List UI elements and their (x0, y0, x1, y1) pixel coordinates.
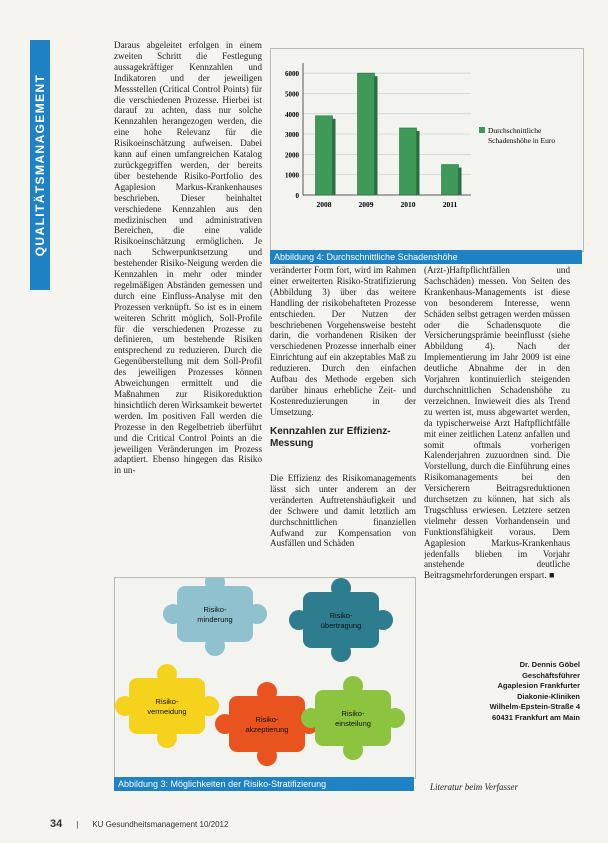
puzzle-tab (205, 636, 225, 656)
puzzle-piece (301, 676, 405, 760)
puzzle-tab (289, 610, 309, 630)
y-tick-label: 2000 (285, 151, 299, 160)
col2-text: veränderter Form fort, wird im Rahmen einer erweiterten Risiko-Stratifizierung (Abbildung 3) über das weitere Handling der risikobehafteten Prozesse entschieden. Der Nutzen der beschriebenen Vorgehensweise besteht darin, die vorhandenen Risiken der verschiedenen Prozesse innerhalb einer Einrichtung auf ein akzeptables Maß zu reduzieren. Durch den einfachen Aufbau des Methode ergeben sich darüber hinaus erhebliche Zeit- und Kostenreduzierungen in der Umsetzung. (270, 265, 416, 417)
puzzle-tab (115, 696, 135, 716)
x-tick-label: 2009 (358, 200, 374, 209)
body-column-2b (270, 473, 416, 565)
puzzle-piece-body (315, 690, 391, 746)
col1-text: Daraus abgeleitet erfolgen in einem zweiten Schritt die Festlegung aussagekräftiger Kennzahlen und Indikatoren und der jeweiligen Messstellen (Critical Control Points) für die verschiedenen Prozesse. Hierbei ist darauf zu achten, dass nur solche Kennzahlen herangezogen werden, die eine hohe Relevanz für die Risikoeinschätzung aufweisen. Dabei kann auf einen umfangreichen Katalog zurückgegriffen werden, der bereits über bestehende Risiko-Portfolio des Agaplesion Markus-Krankenhauses beschrieben. Dieser beinhaltet verschiedene Kennzahlen aus den medizinischen und administrativen Bereichen, die eine valide Risikoeinschätzung ermöglichen. Je nach Schwerpunktsetzung und bestehender Risiko-Neigung werden die Kennzahlen in mehr oder minder regelmäßigen Abständen gemessen und durch eine Einfluss-Analyse mit den Prozessen verknüpft. So ist es in einem weiteren Schritt möglich, Soll-Profile für die verschiedenen Prozesse zu definieren, um bestehende Risiken entsprechend zu reduzieren. Durch die Gegenüberstellung mit dem Soll-Profil des jeweiligen Prozesses können Abweichungen ermittelt und die Maßnahmen zur Risikoreduktion hinsichtlich deren Wirksamkeit bewertet werden. Im positiven Fall werden die Prozesse in den Regelbetrieb überführt und die Critical Control Points an die jeweiligen Veränderungen im Prozess adaptiert. Ebenso hingegen das Risiko in un- (114, 40, 262, 476)
bar-chart (270, 48, 584, 252)
figure-4-caption: Abbildung 4: Durchschnittliche Schadenshöhe (270, 250, 582, 264)
puzzle-tab (157, 728, 177, 748)
puzzle-label: übertragung (320, 621, 362, 630)
puzzle-tab (257, 746, 277, 766)
y-tick-label: 1000 (285, 171, 299, 180)
puzzle-piece-body (129, 678, 205, 734)
puzzle-tab (373, 610, 393, 630)
x-tick-label: 2010 (400, 200, 416, 209)
author-line: Dr. Dennis Göbel (519, 660, 580, 669)
x-tick-label: 2011 (442, 200, 458, 209)
figure-3-caption: Abbildung 3: Möglichkeiten der Risiko-Stratifizierung (114, 777, 414, 791)
bar (358, 73, 375, 195)
legend-label: Schadenshöhe in Euro (488, 136, 556, 145)
puzzle-tab (301, 708, 321, 728)
y-tick-label: 4000 (285, 110, 299, 119)
puzzle-tab (343, 676, 363, 696)
puzzle-tab (257, 682, 277, 702)
literature-note: Literatur beim Verfasser (430, 782, 519, 792)
author-line: Diakonie-Kliniken (517, 691, 580, 701)
puzzle-label: Risiko- (341, 709, 365, 718)
puzzle-svg (115, 578, 415, 778)
puzzle-tab (215, 714, 235, 734)
x-tick-label: 2008 (316, 200, 332, 209)
bar (400, 128, 417, 195)
puzzle-tab (199, 696, 219, 716)
puzzle-label: Risiko- (329, 611, 353, 620)
author-block (430, 660, 580, 724)
puzzle-figure (114, 577, 416, 779)
puzzle-tab (331, 578, 351, 598)
journal-name: KU Gesundheitsmanagement 10/2012 (92, 820, 229, 829)
y-tick-label: 0 (295, 192, 299, 200)
puzzle-piece (115, 664, 219, 748)
footer-separator: | (76, 820, 79, 829)
bar-shadow (375, 76, 378, 195)
bar (316, 116, 333, 195)
puzzle-label: Risiko- (155, 697, 179, 706)
puzzle-label: minderung (197, 615, 233, 624)
y-tick-label: 3000 (285, 131, 299, 140)
puzzle-piece-body (229, 696, 305, 752)
body-column-2 (270, 265, 416, 420)
section-label: QUALITÄTSMANAGEMENT (33, 73, 47, 257)
puzzle-label: Risiko- (203, 605, 227, 614)
bar-shadow (333, 119, 336, 195)
author-line: Geschäftsführer (522, 670, 580, 680)
page-footer (50, 818, 228, 830)
puzzle-label: einsteilung (335, 719, 371, 728)
puzzle-piece-body (177, 586, 253, 642)
puzzle-piece (163, 578, 267, 656)
y-tick-label: 5000 (285, 90, 299, 99)
bar-shadow (417, 131, 420, 195)
col3-text: (Arzt-)Haftpflichtfällen und Sachschäden) messen. Von Seiten des Krankenhaus-Managements ist diese von besonderem Interesse, wenn Schäden selbst getragen werden müssen oder die Schadensquote die Versicherungsprämie beeinflusst (siehe Abbildung 4). Nach der Implementierung im Jahr 2009 ist eine deutliche Abnahme der in den Vorjahren kontinuierlich steigenden durchschnittlichen Schadenshöhe zu verzeichnen. Inwieweit dies als Trend zu werten ist, muss abgewartet werden, da typischerweise Arzt Haftpflichtfälle mit einer zeitlichen Latenz anfallen und somit oftmals vorherigen Kalenderjahren zuzuordnen sind. Die Vorstellung, durch die Einführung eines Risikomanagements bei den Versicherern Beitragsreduktionen durchsetzen zu können, hat sich als Trugschluss erwiesen. Letztere setzen vielmehr dessen Vorhandensein und Funktionsfähigkeit voraus. Dem Agaplesion Markus-Krankenhaus jedenfalls blieben im Vorjahr anstehende deutliche Beitragsmehrforderungen erspart. ■ (424, 265, 570, 581)
bar-shadow (459, 168, 462, 195)
author-line: 60431 Frankfurt am Main (492, 712, 580, 722)
bar-chart-svg (271, 49, 583, 251)
puzzle-tab (163, 604, 183, 624)
puzzle-tab (343, 740, 363, 760)
body-column-3 (424, 265, 570, 650)
bar (442, 165, 459, 195)
col2b-text: Die Effizienz des Risikomanagements lässt sich unter anderem an der veränderten Auftretenshäufigkeit und der Schwere und damit letztlich am durchschnittlichen finanziellen Aufwand zur Kompensation von Ausfällen und Schäden (270, 473, 416, 549)
section-heading: Kennzahlen zur Effizienz-Messung (270, 426, 391, 449)
body-column-1 (114, 40, 262, 505)
puzzle-tab (385, 708, 405, 728)
puzzle-tab (331, 642, 351, 662)
puzzle-label: Risiko- (255, 715, 279, 724)
puzzle-piece-body (303, 592, 379, 648)
legend-label: Durchschnittliche (488, 126, 542, 135)
y-tick-label: 6000 (285, 70, 299, 79)
section-sidebar (30, 40, 50, 290)
author-line: Agaplesion Frankfurter (497, 681, 580, 691)
page-number: 34 (50, 818, 63, 830)
legend-swatch (479, 127, 485, 133)
author-line: Wilhelm-Epstein-Straße 4 (489, 702, 580, 712)
puzzle-tab (247, 604, 267, 624)
puzzle-label: akzeptierung (245, 725, 289, 734)
puzzle-piece (289, 578, 393, 662)
puzzle-label: vermeidung (147, 707, 187, 716)
puzzle-tab (157, 664, 177, 684)
